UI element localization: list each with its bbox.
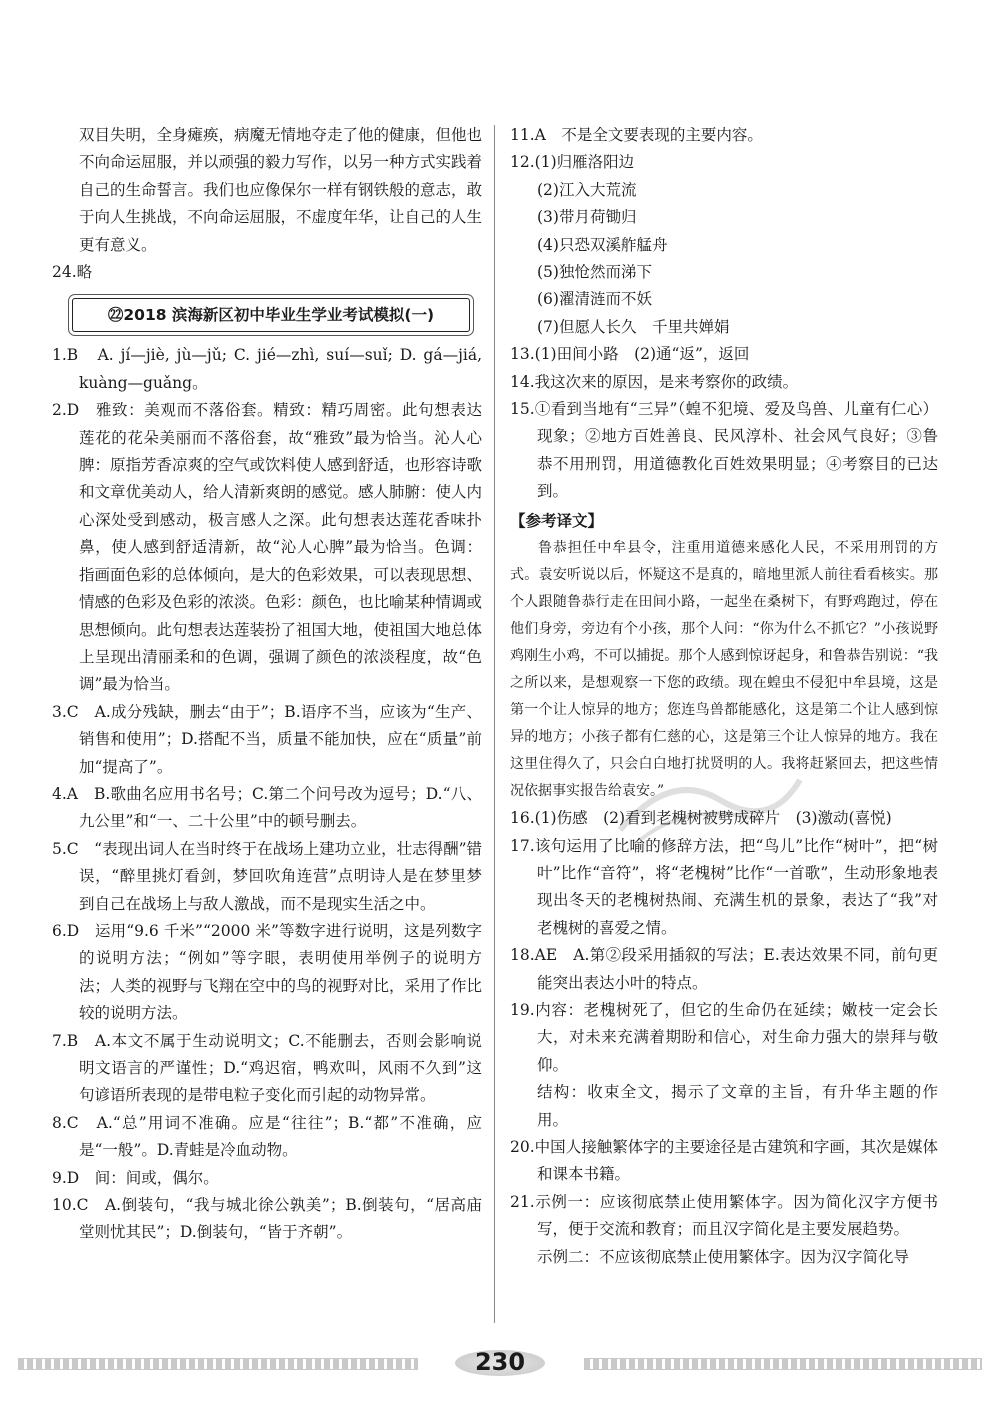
right-column (510, 122, 938, 1271)
answer-12-label: 12. (510, 153, 535, 172)
answer-19-structure: 结构：收束全文，揭示了文章的主旨，有升华主题的作用。 (537, 1083, 938, 1129)
answer-2: 2.D 雅致：美观而不落俗套。精致：精巧周密。此句想表达莲花的花朵美丽而不落俗套，故“雅致”最为恰当。沁人心脾：原指芳香凉爽的空气或饮料使人感到舒适，也形容诗歌和文章优美动人，给人清新爽朗的感觉。感人肺腑：使人内心深处受到感动，极言感人之深。此句想表达莲花香味扑鼻，使人感到舒适清新，故“沁人心脾”最为恰当。色调：指画面色彩的总体倾向，是大的色彩效果，可以表现思想、情感的色彩及色彩的浓淡。色彩：颜色，也比喻某种情调或思想倾向。此句想表达莲装扮了祖国大地，使祖国大地总体上呈现出清丽柔和的色调，强调了颜色的浓淡程度，故“色调”最为恰当。 (52, 401, 483, 694)
answer-11: 11.A 不是全文要表现的主要内容。 (510, 126, 763, 144)
answer-16: 16.(1)伤感 (2)看到老槐树被劈成碎片 (3)激动(喜悦) (510, 809, 892, 828)
answer-12-item: (2)江入大荒流 (537, 180, 637, 199)
answer-17: 17.该句运用了比喻的修辞方法，把“鸟儿”比作“树叶”，把“树叶”比作“音符”，将“老槐树”比作“一首歌”，生动形象地表现出冬天的老槐树热闹、充满生机的景象，表达了“我”对老槐树的喜爱之情。 (510, 836, 938, 937)
answer-4: 4.A B.歌曲名应用书名号；C.第二个问号改为逗号；D.“八、九公里”和“一、二十公里”中的顿号删去。 (52, 784, 482, 831)
answer-20: 20.中国人接触繁体字的主要途径是古建筑和字画，其次是媒体和课本书籍。 (510, 1137, 938, 1184)
answer-5: 5.C “表现出词人在当时终于在战场上建功立业，壮志得酬”错误，“醉里挑灯看剑，梦回吹角连营”点明诗人是在梦里梦到自己在战场上与敌人激战，而不是现实生活之中。 (52, 839, 482, 913)
answer-12-item: (6)濯清涟而不妖 (537, 290, 652, 309)
answer-12-item: (7)但愿人长久 千里共婵娟 (537, 317, 730, 336)
footer-border-left (18, 1358, 418, 1370)
answer-15: 15.①看到当地有“三异”（蝗不犯境、爱及鸟兽、儿童有仁心）现象；②地方百姓善良、民风淳朴、社会风气良好；③鲁恭不用刑罚，用道德教化百姓效果明显；④考察目的已达到。 (510, 400, 938, 501)
continuation-paragraph: 双目失明，全身瘫痪，病魔无情地夺走了他的健康，但他也不向命运屈服，并以顽强的毅力写作，以另一种方式实践着自己的生命誓言。我们也应像保尔一样有钢铁般的意志，敢于向人生挑战，不向命运屈服，不虚度年华，让自己的人生更有意义。 (79, 126, 483, 254)
answer-14: 14.我这次来的原因，是来考察你的政绩。 (510, 372, 799, 391)
page-footer (18, 1343, 982, 1383)
translation-label: 【参考译文】 (510, 511, 604, 530)
answer-21: 21.示例一：应该彻底禁止使用繁体字。因为简化汉字方便书写，便于交流和教育；而且汉字简化是主要发展趋势。 (510, 1192, 938, 1239)
answer-7: 7.B A.本文不属于生动说明文；C.不能删去，否则会影响说明文语言的严谨性；D.“鸡迟宿，鸭欢叫，风雨不久到”这句谚语所表现的是带电粒子变化而引起的动物异常。 (52, 1031, 482, 1105)
answer-6: 6.D 运用“9.6 千米”“2000 米”等数字进行说明，这是列数字的说明方法；“例如”等字眼，表明使用举例子的说明方法；人类的视野与飞翔在空中的鸟的视野对比，采用了作比较的说明方法。 (52, 921, 483, 1023)
answer-10: 10.C A.倒装句，“我与城北徐公孰美”；B.倒装句，“居高庙堂则忧其民”；D.倒装句，“皆于齐朝”。 (52, 1196, 482, 1242)
answer-12-item: (1)归雁洛阳边 (534, 153, 635, 172)
footer-border-right (584, 1358, 982, 1370)
translation-paragraph: 鲁恭担任中牟县令，注重用道德来感化人民，不采用刑罚的方式。袁安听说以后，怀疑这不是真的，暗地里派人前往看看核实。那个人跟随鲁恭行走在田间小路，一起坐在桑树下，有野鸡跑过，停在他们身旁，旁边有个小孩，那个人问：“你为什么不抓它？”小孩说野鸡刚生小鸡，不可以捕捉。那个人感到惊讶起身，和鲁恭告别说：“我之所以来，是想观察一下您的政绩。现在蝗虫不侵犯中牟县境，这是第一个让人惊异的地方；您连鸟兽都能感化，这是第二个让人感到惊异的地方；小孩子都有仁慈的心，这是第三个让人惊异的地方。我在这里住得久了，只会白白地打扰贤明的人。我将赶紧回去，把这些情况依据事实报告给袁安。” (510, 540, 938, 800)
answer-9: 9.D 间：间或，偶尔。 (52, 1168, 219, 1187)
answer-12 (510, 149, 938, 176)
answer-3: 3.C A.成分残缺，删去“由于”；B.语序不当，应该为“生产、销售和使用”；D.搭配不当，质量不能加快，应在“质量”前加“提高了”。 (52, 702, 482, 776)
answer-13: 13.(1)田间小路 (2)通“返”，返回 (510, 345, 750, 364)
answer-18: 18.AE A.第②段采用插叙的写法；E.表达效果不同，前句更能突出表达小叶的特点。 (510, 946, 938, 992)
answer-12-item: (5)独怆然而涕下 (537, 263, 652, 282)
answer-21-example2: 示例二：不应该彻底禁止使用繁体字。因为汉字简化导 (537, 1247, 910, 1266)
answer-12-item: (4)只恐双溪舴艋舟 (537, 235, 668, 254)
section-title: ㉒2018 滨海新区初中毕业生学业考试模拟(一) (72, 298, 470, 332)
left-column (52, 122, 482, 1247)
answer-1: 1.B A. jí—jiè, jù—jǔ; C. jié—zhì, suí—suǐ; D. gá—jiá, kuàng—guǎng。 (52, 346, 482, 392)
answer-19: 19.内容：老槐树死了，但它的生命仍在延续；嫩枝一定会长大，对未来充满着期盼和信心，对生命力强大的崇拜与敬仰。 (510, 1000, 938, 1074)
page-number: 230 (430, 1343, 570, 1381)
answer-8: 8.C A.“总”用词不准确。应是“往往”；B.“都”不准确，应是“一般”。D.青蛙是冷血动物。 (52, 1113, 482, 1160)
watermark-logo-icon (610, 760, 810, 850)
answer-24: 24.略 (52, 263, 93, 282)
answer-12-item: (3)带月荷锄归 (537, 208, 637, 227)
column-divider (494, 125, 495, 1323)
